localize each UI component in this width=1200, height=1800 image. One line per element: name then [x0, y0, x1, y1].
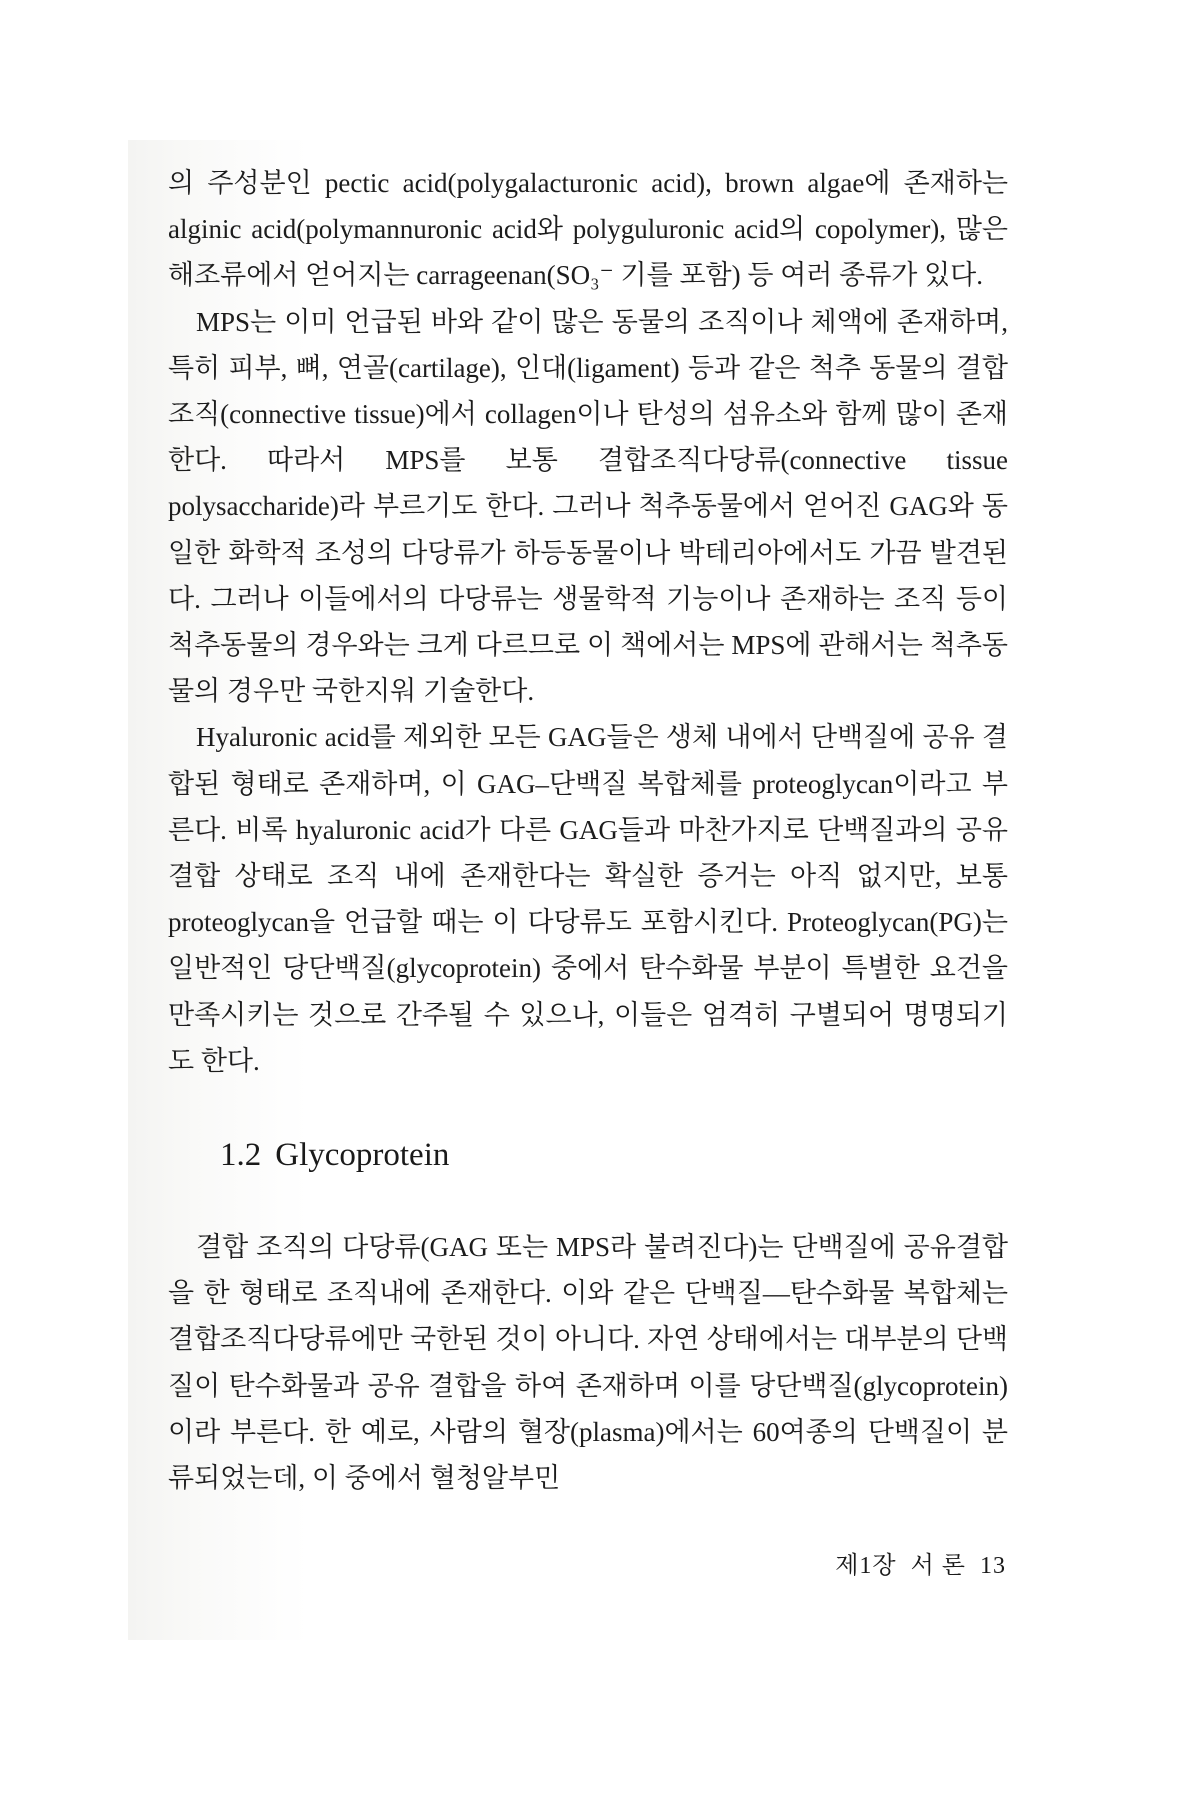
- text-column: [168, 160, 1008, 1501]
- paragraph-mps: MPS는 이미 언급된 바와 같이 많은 동물의 조직이나 체액에 존재하며, 특히 피부, 뼈, 연골(cartilage), 인대(ligament) 등과 같은 척추 동물의 결합조직(connective tissue)에서 collagen이나 탄성의 섬유소와 함께 많이 존재한다. 따라서 MPS를 보통 결합조직다당류(connective tissue polysaccharide)라 부르기도 한다. 그러나 척추동물에서 얻어진 GAG와 동일한 화학적 조성의 다당류가 하등동물이나 박테리아에서도 가끔 발견된다. 그러나 이들에서의 다당류는 생물학적 기능이나 존재하는 조직 등이 척추동물의 경우와는 크게 다르므로 이 책에서는 MPS에 관해서는 척추동물의 경우만 국한지워 기술한다.: [168, 306, 1008, 707]
- paragraph-glycoprotein: 결합 조직의 다당류(GAG 또는 MPS라 불려진다)는 단백질에 공유결합을 한 형태로 조직내에 존재한다. 이와 같은 단백질—탄수화물 복합체는 결합조직다당류에만 국한된 것이 아니다. 자연 상태에서는 대부분의 단백질이 탄수화물과 공유 결합을 하여 존재하며 이를 당단백질(glycoprotein)이라 부른다. 한 예로, 사람의 혈장(plasma)에서는 60여종의 단백질이 분류되었는데, 이 중에서 혈청알부민: [168, 1232, 1008, 1494]
- paragraph-continued: 의 주성분인 pectic acid(polygalacturonic acid), brown algae에 존재하는 alginic acid(polymannuronic acid와 polyguluronic acid의 copolymer), 많은 해조류에서 얻어지는 carrageenan(SO₃⁻ 기를 포함) 등 여러 종류가 있다.: [168, 168, 1008, 291]
- section-heading: [220, 1134, 1008, 1176]
- paragraph-hyaluronic: Hyaluronic acid를 제외한 모든 GAG들은 생체 내에서 단백질에 공유 결합된 형태로 존재하며, 이 GAG–단백질 복합체를 proteoglycan이라고 부른다. 비록 hyaluronic acid가 다른 GAG들과 마찬가지로 단백질과의 공유 결합 상태로 조직 내에 존재한다는 확실한 증거는 아직 없지만, 보통 proteoglycan을 언급할 때는 이 다당류도 포함시킨다. Proteoglycan(PG)는 일반적인 당단백질(glycoprotein) 중에서 탄수화물 부분이 특별한 요건을 만족시키는 것으로 간주될 수 있으나, 이들은 엄격히 구별되어 명명되기도 한다.: [168, 722, 1008, 1076]
- footer-chapter: 제1장: [835, 1553, 897, 1579]
- footer-chapter-title: 서 론: [910, 1553, 966, 1579]
- page-footer: [736, 1545, 1006, 1580]
- section-number: 1.2: [220, 1137, 262, 1174]
- page-number: 13: [980, 1553, 1006, 1579]
- section-title: Glycoprotein: [275, 1137, 450, 1174]
